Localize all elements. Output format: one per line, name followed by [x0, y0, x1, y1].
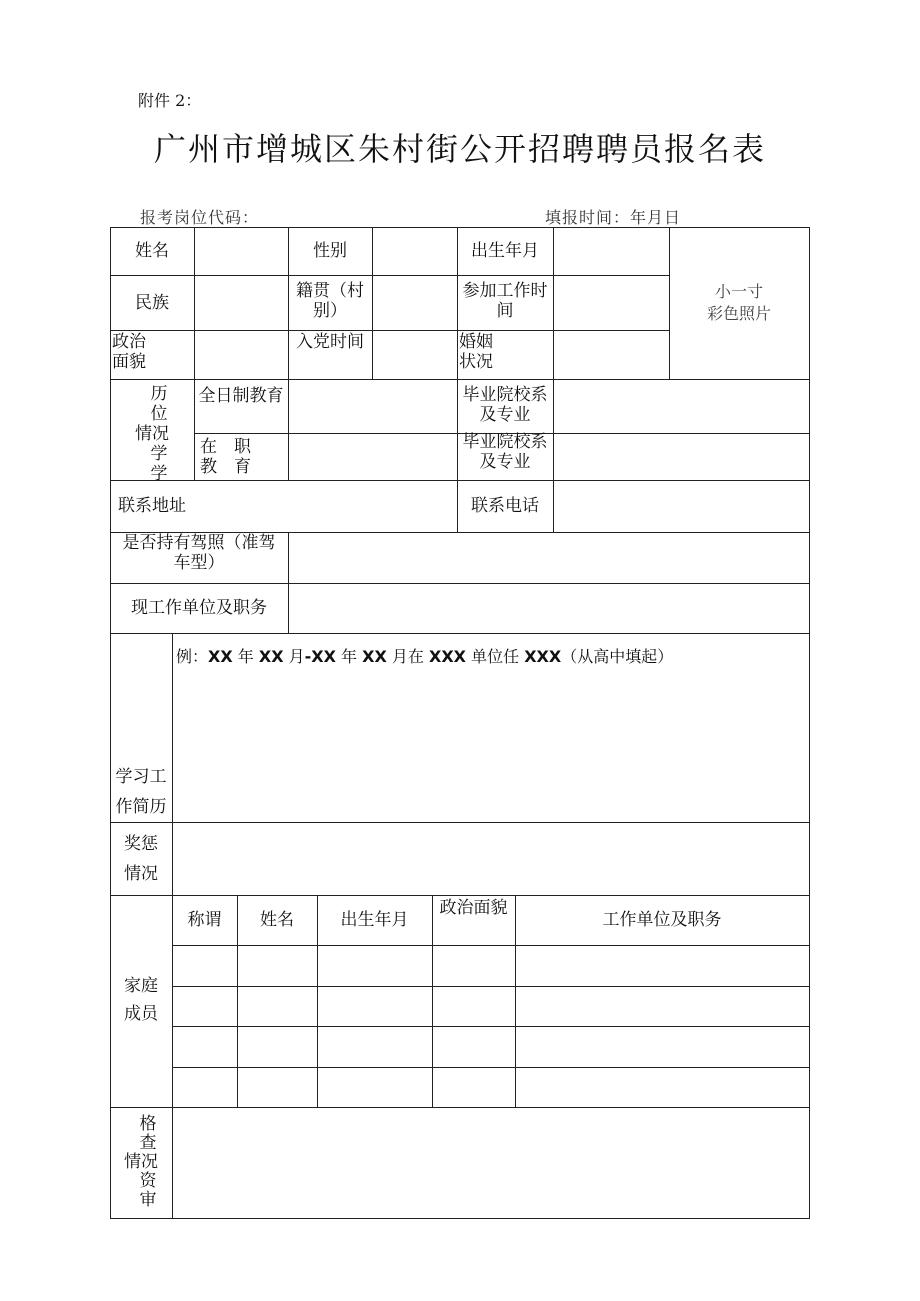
party-join-label: 入党时间 [296, 332, 364, 352]
work-start-label [457, 281, 553, 325]
awards-label [110, 823, 172, 895]
review-label-part: 格 [139, 1114, 157, 1134]
resume-label-line1: 学习工 [115, 767, 167, 787]
review-label-part: 审 [139, 1190, 157, 1210]
school-major-label-line2: 及专业 [479, 405, 531, 425]
driving-license-label-line2: 车型） [173, 553, 225, 573]
ethnicity-label: 民族 [135, 292, 169, 313]
photo-box[interactable] [669, 227, 809, 379]
education-label-part: 位 [150, 404, 168, 424]
marital-status-field[interactable] [554, 331, 669, 379]
political-status-label-line2: 面貌 [112, 352, 146, 372]
current-job-label: 现工作单位及职务 [131, 598, 267, 618]
family-table-row[interactable] [173, 987, 809, 1026]
marital-status-label [459, 332, 553, 378]
name-field[interactable] [195, 228, 288, 275]
resume-example-text: 例：XX 年 XX 月-XX 年 XX 月在 XXX 单位任 XXX（从高中填起） [176, 647, 674, 666]
education-label-part: 学 [150, 464, 168, 484]
contact-phone-field[interactable] [554, 481, 809, 532]
page-title: 广州市增城区朱村街公开招聘聘员报名表 [153, 130, 766, 168]
review-label-part: 资 [139, 1171, 157, 1191]
education-section-label [110, 384, 194, 484]
birth-label: 出生年月 [471, 241, 539, 261]
current-job-field[interactable] [289, 584, 809, 633]
name-label: 姓名 [135, 241, 169, 261]
family-table-row[interactable] [173, 946, 809, 986]
family-header-relation: 称谓 [187, 910, 222, 930]
fulltime-school-major-label [457, 385, 553, 429]
resume-label [110, 762, 172, 822]
fill-time-label: 填报时间：年月日 [545, 208, 682, 227]
school-major-label-line1: 毕业院校系 [462, 385, 548, 405]
inservice-school-major-field[interactable] [554, 434, 809, 480]
birth-field[interactable] [554, 228, 669, 275]
family-header-work-unit: 工作单位及职务 [602, 910, 722, 930]
native-place-label-line2: 别） [313, 301, 347, 321]
family-table-row[interactable] [173, 1027, 809, 1067]
contact-address-field[interactable] [195, 481, 457, 532]
inservice-school-major-label [457, 432, 553, 476]
work-start-field[interactable] [554, 276, 669, 330]
work-start-label-line1: 参加工作时 [462, 281, 548, 301]
family-header-birth: 出生年月 [340, 910, 409, 930]
fulltime-school-major-field[interactable] [554, 380, 809, 433]
photo-label-line1: 小一寸 [714, 282, 763, 301]
political-status-label [112, 332, 194, 378]
resume-label-line2: 作简历 [115, 797, 167, 817]
inservice-label-line1: 在 职 [200, 437, 251, 457]
marital-status-label-line2: 状况 [459, 352, 493, 372]
contact-address-label: 联系地址 [118, 496, 186, 516]
inservice-education-label [200, 437, 288, 479]
gender-field[interactable] [373, 228, 457, 275]
political-status-label-line1: 政治 [112, 332, 146, 352]
work-start-label-line2: 间 [496, 301, 514, 321]
review-label-part: 查 [139, 1133, 157, 1153]
native-place-label-line1: 籍贯（村 [296, 281, 364, 301]
family-members-label [110, 970, 172, 1030]
ethnicity-field[interactable] [195, 276, 288, 330]
attachment-label: 附件 2： [138, 91, 202, 110]
school-major-label-line2: 及专业 [479, 452, 531, 472]
driving-license-label [110, 533, 288, 577]
native-place-field[interactable] [373, 276, 457, 330]
family-header-name: 姓名 [260, 910, 294, 930]
awards-field[interactable] [173, 823, 809, 895]
inservice-education-field[interactable] [289, 434, 457, 480]
fulltime-education-field[interactable] [289, 380, 457, 433]
family-label-line2: 成员 [124, 1004, 158, 1024]
position-code-label: 报考岗位代码： [140, 208, 260, 227]
driving-license-label-line1: 是否持有驾照（准驾 [122, 533, 276, 553]
education-label-part: 情况 [135, 424, 169, 444]
qualification-review-label [110, 1115, 172, 1215]
marital-status-label-line1: 婚姻 [459, 332, 493, 352]
review-label-part: 情况 [124, 1152, 158, 1172]
qualification-review-field[interactable] [173, 1108, 809, 1218]
family-label-line1: 家庭 [124, 976, 158, 996]
table-border-bottom [110, 1218, 809, 1219]
photo-label-line2: 彩色照片 [706, 304, 771, 323]
school-major-label-line1: 毕业院校系 [462, 432, 548, 452]
contact-phone-label: 联系电话 [471, 496, 539, 516]
awards-label-line2: 情况 [124, 864, 158, 884]
education-label-part: 历 [150, 384, 168, 404]
native-place-label [288, 281, 372, 325]
driving-license-field[interactable] [289, 533, 809, 583]
fulltime-education-label: 全日制教育 [198, 386, 284, 406]
table-border-left [110, 227, 111, 1219]
family-header-political-status: 政治面貌 [439, 898, 508, 918]
awards-label-line1: 奖惩 [124, 834, 158, 854]
political-status-field[interactable] [195, 331, 288, 379]
gender-label: 性别 [313, 241, 347, 261]
education-label-part: 学 [150, 444, 168, 464]
inservice-label-line2: 教 育 [200, 457, 251, 477]
table-border-right [809, 227, 810, 1219]
party-join-field[interactable] [373, 331, 457, 379]
family-table-row[interactable] [173, 1068, 809, 1107]
